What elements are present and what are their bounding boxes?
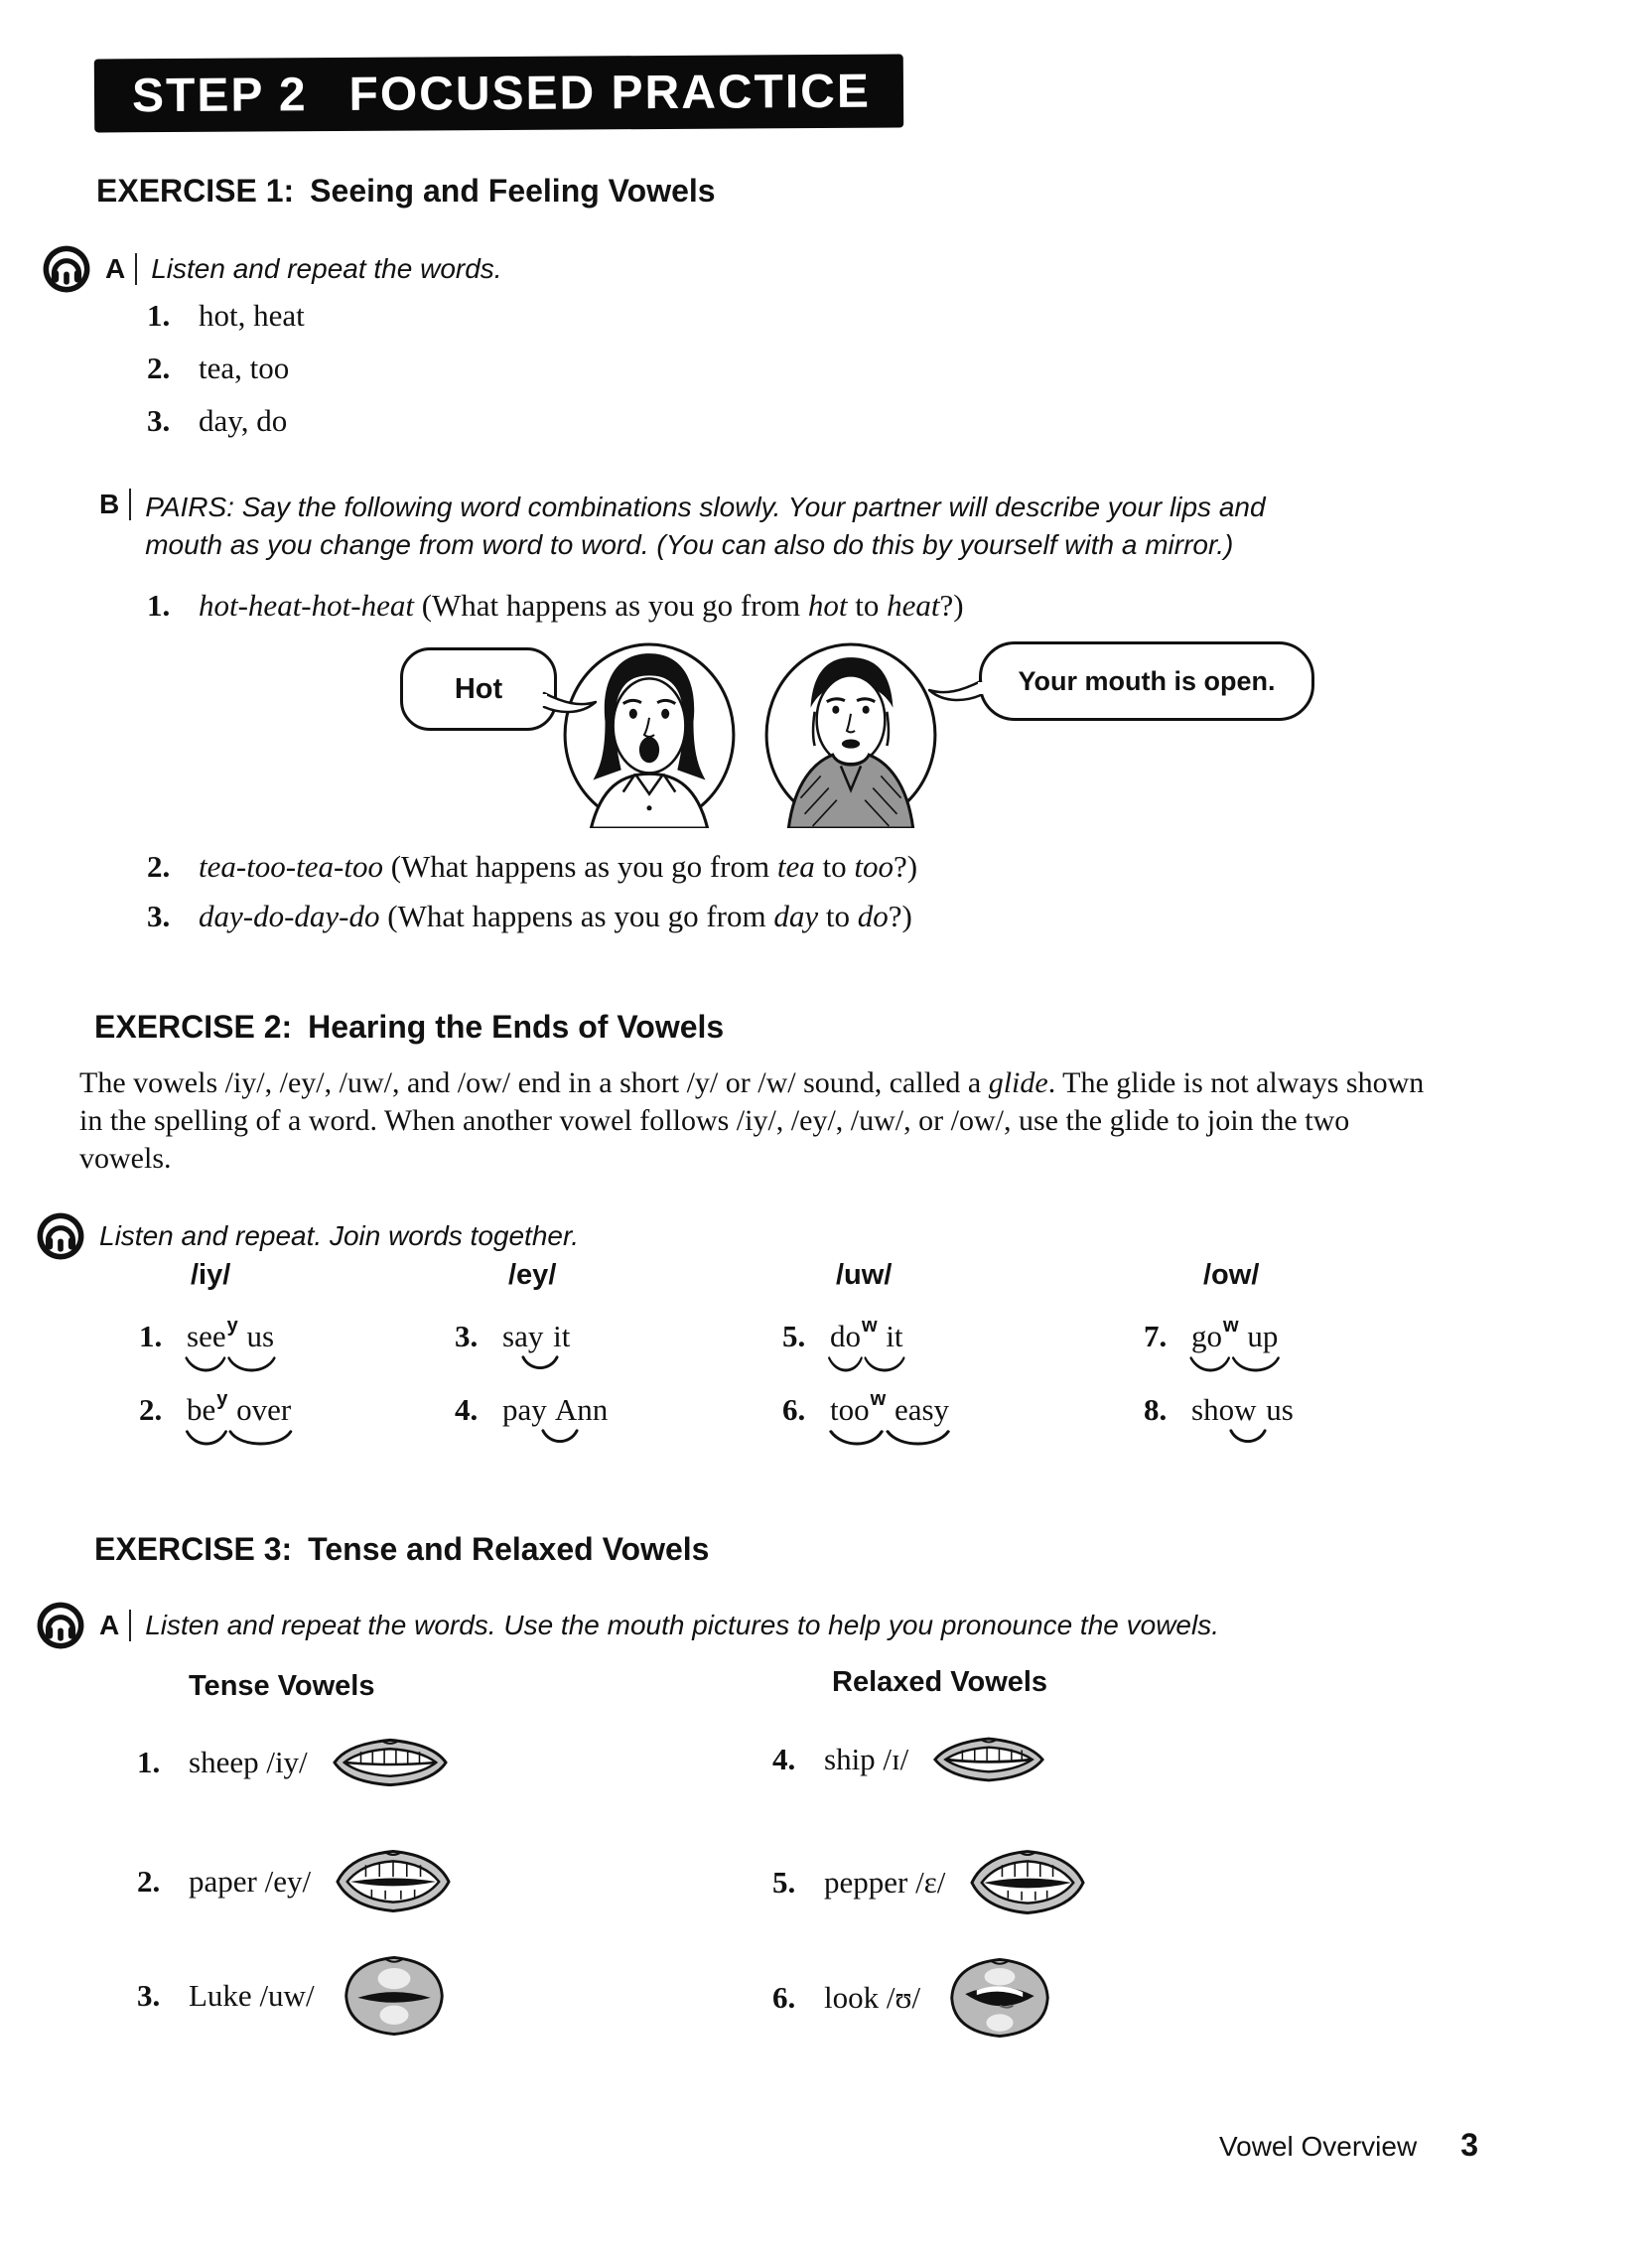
question-text: (What happens as you go from	[413, 588, 808, 623]
drill-phrase: hot-heat-hot-heat	[199, 588, 414, 623]
list-item	[147, 298, 305, 334]
item-number: 6.	[772, 1980, 796, 2015]
intro-text: . The glide is not always shown in the spelling of a word. When another vowel follows /iy/, /ey/, /uw/, or /ow/, use the glide to join the two vowels.	[79, 1066, 1425, 1175]
column-header-iy: /iy/	[191, 1259, 231, 1291]
item-number: 3.	[137, 1978, 161, 2013]
glide-word-2: it	[553, 1319, 571, 1353]
exercise3-heading	[94, 1531, 709, 1568]
vowel-item-look	[772, 1946, 1055, 2049]
word-1: hot	[807, 588, 848, 623]
linking-arcs	[826, 1355, 907, 1375]
item-number: 2.	[147, 849, 171, 884]
glide-word-2: up	[1247, 1319, 1279, 1353]
glide-term: glide	[988, 1066, 1048, 1099]
part-label: A	[99, 1610, 120, 1640]
item-number: 2.	[137, 1864, 161, 1899]
headphones-icon	[36, 1601, 85, 1650]
question-end: ?)	[888, 899, 912, 933]
speech-bubble-hot-text: Hot	[454, 672, 503, 705]
item-number: 2.	[147, 351, 171, 385]
question-mid: to	[814, 849, 855, 884]
glide-word-1: say	[502, 1319, 544, 1353]
step-banner	[94, 55, 903, 133]
exercise2-heading	[94, 1009, 724, 1046]
item-number: 1.	[147, 298, 171, 333]
intro-text: The vowels /iy/, /ey/, /uw/, and /ow/ end in a short /y/ or /w/ sound, called a	[79, 1066, 989, 1099]
word-1: tea	[776, 849, 815, 884]
glide-word-2: Ann	[554, 1392, 609, 1427]
word-2: do	[857, 899, 889, 933]
item-number: 6.	[782, 1392, 806, 1427]
glide-word-1: too	[830, 1392, 870, 1427]
glide-item	[455, 1319, 570, 1354]
step-title: FOCUSED PRACTICE	[348, 65, 872, 121]
word-2: too	[854, 849, 894, 884]
glide-letter: w	[870, 1387, 887, 1410]
relaxed-open-mouth-image	[969, 1846, 1086, 1919]
glide-word-1: show	[1191, 1392, 1257, 1427]
glide-letter: y	[216, 1387, 228, 1410]
direction-text: PAIRS: Say the following word combinations slowly. Your partner will describe your lips and mouth as you change from word to word. (You can also do this by yourself with a mirror.)	[145, 492, 1266, 560]
exercise1-heading-label: EXERCISE 1:	[96, 173, 295, 209]
glide-item	[1144, 1392, 1294, 1428]
speech-bubble-tail	[542, 689, 600, 725]
item-number: 5.	[772, 1865, 796, 1900]
list-item	[147, 351, 289, 386]
part-label: B	[99, 489, 120, 519]
column-header-ey: /ey/	[508, 1259, 557, 1291]
glide-word-1: go	[1191, 1319, 1222, 1353]
part-label: A	[105, 253, 126, 284]
glide-word-2: easy	[894, 1392, 950, 1427]
word-2: heat	[887, 588, 940, 623]
direction-text: Listen and repeat the words.	[151, 253, 502, 284]
question-end: ?)	[939, 588, 964, 623]
item-number: 2.	[139, 1392, 163, 1427]
column-header-uw: /uw/	[836, 1259, 893, 1291]
speech-bubble-mouth-open	[979, 641, 1314, 721]
glide-letter: w	[1223, 1314, 1239, 1337]
mouth-demo-cartoon	[268, 634, 1390, 842]
vowel-item-ship	[772, 1720, 1045, 1799]
relaxed-vowels-header: Relaxed Vowels	[832, 1666, 1048, 1698]
item-number: 3.	[147, 899, 171, 933]
column-header-ow: /ow/	[1203, 1259, 1260, 1291]
footer-section-title: Vowel Overview	[1219, 2131, 1418, 2162]
item-text: tea, too	[199, 351, 290, 385]
question-text: (What happens as you go from	[382, 849, 777, 884]
glide-item	[1144, 1314, 1279, 1354]
item-text: look /ʊ/	[824, 1980, 921, 2015]
rounded-pucker-mouth-image	[339, 1947, 450, 2044]
item-number: 4.	[455, 1392, 479, 1427]
glide-word-1: do	[830, 1319, 861, 1353]
headphones-icon	[36, 1211, 85, 1261]
vowel-item-pepper	[772, 1843, 1086, 1922]
page-footer	[1219, 2127, 1478, 2164]
linking-arc	[537, 1429, 583, 1447]
item-number: 1.	[137, 1745, 161, 1779]
tense-vowels-header: Tense Vowels	[189, 1670, 375, 1702]
glide-word-1: be	[187, 1392, 216, 1427]
glide-word-2: us	[1266, 1392, 1294, 1427]
item-text: sheep /iy/	[189, 1745, 308, 1779]
item-text: ship /ɪ/	[824, 1742, 909, 1776]
item-number: 8.	[1144, 1392, 1168, 1427]
list-item	[147, 588, 964, 624]
glide-letter: w	[862, 1314, 878, 1337]
vowel-item-luke	[137, 1944, 450, 2047]
glide-word-1: pay	[502, 1392, 547, 1427]
glide-item	[139, 1314, 275, 1354]
step-label: STEP 2	[131, 68, 308, 122]
item-number: 1.	[147, 588, 171, 623]
glide-word-1: see	[187, 1319, 226, 1353]
page-number: 3	[1460, 2127, 1478, 2163]
spread-smile-mouth-image	[332, 1731, 449, 1794]
vowel-item-paper	[137, 1842, 452, 1921]
item-number: 4.	[772, 1742, 796, 1776]
divider	[129, 1610, 131, 1641]
question-text: (What happens as you go from	[379, 899, 774, 933]
item-text: Luke /uw/	[189, 1978, 315, 2013]
exercise1-part-a-direction	[42, 244, 502, 294]
linking-arcs	[1187, 1355, 1282, 1375]
item-number: 7.	[1144, 1319, 1168, 1353]
item-number: 5.	[782, 1319, 806, 1353]
item-text: pepper /ɛ/	[824, 1865, 946, 1900]
drill-phrase: day-do-day-do	[199, 899, 380, 933]
item-text: day, do	[199, 403, 288, 438]
direction-text: Listen and repeat the words. Use the mouth pictures to help you pronounce the vowels.	[145, 1610, 1219, 1640]
speech-bubble-mouth-open-text: Your mouth is open.	[1018, 665, 1276, 696]
relaxed-spread-mouth-image	[932, 1729, 1045, 1790]
item-text: hot, heat	[199, 298, 305, 333]
exercise2-heading-title: Hearing the Ends of Vowels	[308, 1009, 725, 1045]
headphones-icon	[42, 244, 91, 294]
glide-item	[139, 1387, 292, 1428]
open-smile-mouth-image	[335, 1846, 452, 1917]
item-number: 1.	[139, 1319, 163, 1353]
exercise1-heading	[96, 173, 716, 210]
glide-word-2: us	[246, 1319, 275, 1353]
item-number: 3.	[455, 1319, 479, 1353]
speech-bubble-hot	[400, 647, 557, 731]
glide-item	[782, 1314, 903, 1354]
question-mid: to	[818, 899, 858, 933]
exercise3-heading-title: Tense and Relaxed Vowels	[308, 1531, 710, 1567]
drill-phrase: tea-too-tea-too	[199, 849, 383, 884]
glide-word-2: over	[236, 1392, 292, 1427]
glide-word-2: it	[886, 1319, 903, 1353]
linking-arc	[517, 1355, 563, 1373]
linking-arcs	[826, 1429, 953, 1449]
linking-arcs	[183, 1429, 295, 1449]
vowel-item-sheep	[137, 1723, 449, 1802]
linking-arc	[1225, 1429, 1271, 1447]
rounded-open-mouth-image	[944, 1949, 1055, 2046]
glide-letter: y	[226, 1314, 238, 1337]
speech-bubble-tail	[925, 677, 983, 713]
question-end: ?)	[893, 849, 918, 884]
list-item	[147, 403, 287, 439]
list-item	[147, 899, 912, 934]
linking-arcs	[183, 1355, 278, 1375]
exercise1-part-b-direction	[99, 489, 1316, 564]
item-number: 3.	[147, 403, 171, 438]
exercise1-heading-title: Seeing and Feeling Vowels	[310, 173, 716, 209]
exercise2-intro-paragraph	[79, 1064, 1430, 1178]
divider	[135, 253, 137, 285]
glide-item	[455, 1392, 608, 1428]
word-1: day	[773, 899, 819, 933]
exercise3-direction	[36, 1601, 1219, 1650]
exercise2-direction	[36, 1211, 579, 1261]
exercise2-heading-label: EXERCISE 2:	[94, 1009, 293, 1045]
item-text: paper /ey/	[189, 1864, 312, 1899]
woman-face-image	[561, 641, 738, 828]
man-face-image	[762, 641, 939, 828]
list-item	[147, 849, 917, 885]
exercise3-heading-label: EXERCISE 3:	[94, 1531, 293, 1567]
question-mid: to	[847, 588, 888, 623]
direction-text: Listen and repeat. Join words together.	[99, 1220, 580, 1251]
glide-item	[782, 1387, 950, 1428]
divider	[129, 489, 131, 520]
